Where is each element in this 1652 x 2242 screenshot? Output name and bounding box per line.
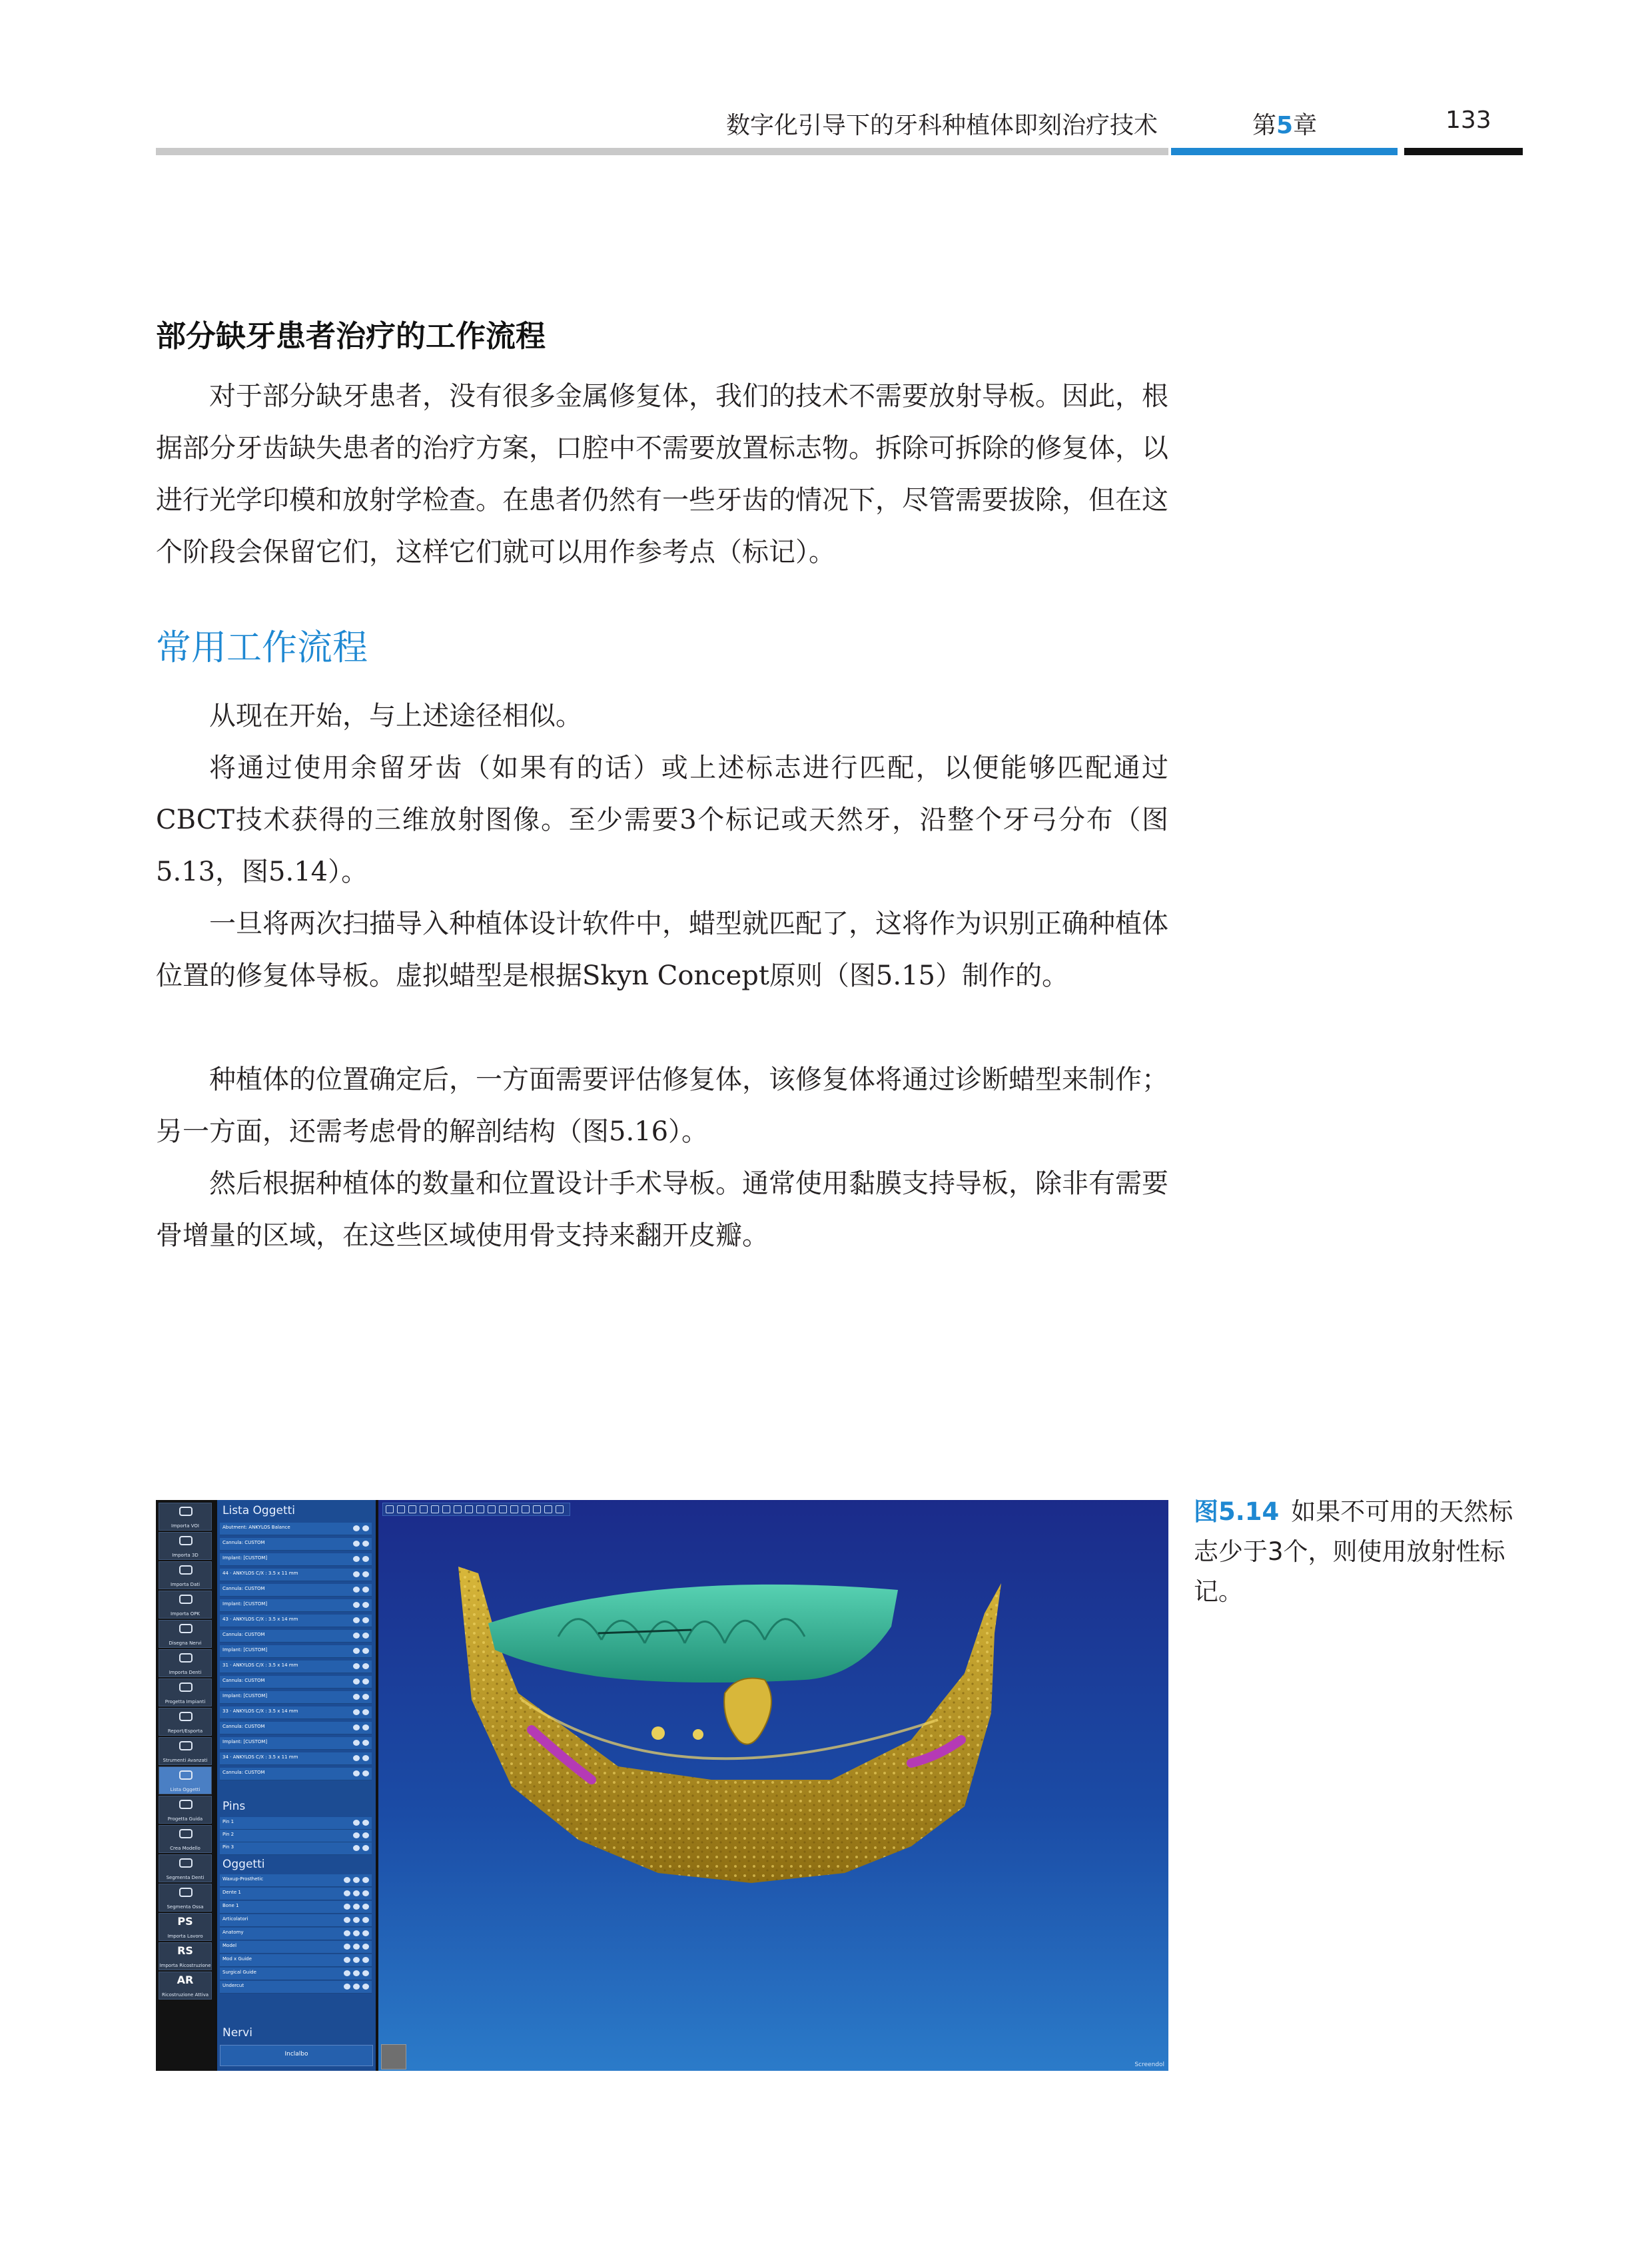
menu-icon[interactable] (362, 1587, 369, 1593)
panel-row-label: Implant: [CUSTOM] (222, 1693, 268, 1698)
sidebar-item-label: Strumenti Avanzati (163, 1758, 208, 1763)
menu-icon[interactable] (362, 1633, 369, 1639)
panel-row[interactable] (220, 1968, 372, 1980)
sidebar-item-label: Importa Dati (170, 1582, 201, 1587)
menu-icon[interactable] (362, 1709, 369, 1715)
object-list-panel (217, 1500, 376, 2071)
visibility-icon[interactable] (353, 1917, 360, 1923)
viewport-label: Screendol (1134, 2061, 1164, 2068)
panel-row-label: Cannula: CUSTOM (222, 1724, 265, 1729)
panel-row-label: Cannula: CUSTOM (222, 1632, 265, 1637)
visibility-icon[interactable] (353, 1602, 360, 1608)
panel-row[interactable] (220, 1706, 372, 1719)
sidebar-item-2[interactable] (159, 1561, 212, 1589)
menu-icon[interactable] (362, 1770, 369, 1776)
sidebar-item-label: Importa Denti (169, 1670, 202, 1675)
panel-row[interactable] (220, 1888, 372, 1900)
sidebar-item-13[interactable] (159, 1884, 212, 1912)
header-rule-gray (156, 148, 1168, 155)
visibility-icon[interactable] (353, 1944, 360, 1950)
visibility-icon[interactable] (353, 1663, 360, 1669)
chapter-number: 5 (1276, 112, 1294, 139)
sidebar-item-label: Importa OPK (170, 1611, 201, 1617)
panel-row[interactable] (220, 1569, 372, 1581)
visibility-icon[interactable] (353, 1633, 360, 1639)
nervi-title: Nervi (222, 2026, 252, 2040)
panel-row-label: Surgical Guide (222, 1970, 256, 1975)
panel-row[interactable] (220, 1615, 372, 1627)
visibility-icon[interactable] (353, 1694, 360, 1700)
panel-row[interactable] (220, 1768, 372, 1780)
sidebar-item-label: Progetta Impianti (165, 1699, 206, 1704)
panel-row[interactable] (220, 1538, 372, 1551)
panel-row-label: Dente 1 (222, 1890, 241, 1895)
sidebar-item-15[interactable] (159, 1942, 212, 1970)
sidebar-item-1[interactable] (159, 1532, 212, 1560)
3d-viewport[interactable] (378, 1500, 1168, 2071)
visibility-icon[interactable] (344, 1930, 350, 1936)
header-rule-black (1404, 148, 1523, 155)
panel-row[interactable] (220, 1645, 372, 1658)
implant-icon (179, 1682, 193, 1692)
figure-5-14-software-screenshot (156, 1500, 1168, 2071)
visibility-icon[interactable] (353, 1648, 360, 1654)
sidebar-item-code: AR (177, 1974, 194, 1986)
remaining-tooth (724, 1679, 771, 1744)
menu-icon[interactable] (362, 1890, 369, 1896)
menu-icon[interactable] (362, 1541, 369, 1547)
oggetti-title: Oggetti (222, 1858, 265, 1871)
nervi-button-label: Inclalbo (284, 2051, 308, 2057)
visibility-icon[interactable] (353, 1724, 360, 1730)
menu-icon[interactable] (362, 1820, 369, 1826)
menu-icon[interactable] (362, 1984, 369, 1990)
panel-row[interactable] (220, 1523, 372, 1535)
panel-row[interactable] (220, 1941, 372, 1954)
sidebar-item-label: Importa Ricostruzione (159, 1963, 211, 1968)
chapter-prefix: 第 (1252, 112, 1277, 139)
sidebar-item-9[interactable] (159, 1766, 212, 1794)
visibility-icon[interactable] (353, 1617, 360, 1623)
paragraph-1: 从现在开始，与上述途径相似。 (209, 701, 582, 731)
menu-icon[interactable] (362, 1944, 369, 1950)
panel-row[interactable] (220, 1630, 372, 1643)
visibility-icon[interactable] (344, 1877, 350, 1883)
sidebar-item-8[interactable] (159, 1737, 212, 1765)
sidebar-item-7[interactable] (159, 1708, 212, 1736)
menu-icon[interactable] (362, 1755, 369, 1761)
panel-row-label: Implant: [CUSTOM] (222, 1601, 268, 1607)
visibility-icon[interactable] (353, 1556, 360, 1562)
panel-row-label: 44 · ANKYLOS C/X : 3.5 x 11 mm (222, 1571, 298, 1576)
panel-row-label: Bone 1 (222, 1903, 239, 1908)
import-3d-icon (179, 1536, 193, 1545)
sidebar-item-label: Disegna Nervi (169, 1641, 202, 1646)
menu-icon[interactable] (362, 1957, 369, 1963)
menu-icon[interactable] (362, 1740, 369, 1746)
tool-sidebar (156, 1500, 215, 2071)
tooth-icon (179, 1653, 193, 1663)
panel-row[interactable] (220, 1928, 372, 1940)
paragraph-5: 然后根据种植体的数量和位置设计手术导板。通常使用黏膜支持导板，除非有需要骨增量的区域，在这些区域使用骨支持来翻开皮瓣。 (156, 1168, 1168, 1251)
section-heading-partial-edentulous: 部分缺牙患者治疗的工作流程 (156, 318, 546, 354)
panel-row[interactable] (220, 1752, 372, 1765)
panel-row-label: Undercut (222, 1983, 244, 1988)
panel-row[interactable] (220, 1901, 372, 1914)
sidebar-item-label: Lista Oggetti (170, 1787, 201, 1792)
visibility-icon[interactable] (353, 1571, 360, 1577)
visibility-icon[interactable] (353, 1679, 360, 1684)
visibility-icon[interactable] (353, 1957, 360, 1963)
panel-row-label: Articolatori (222, 1916, 248, 1922)
patient-thumbnail[interactable] (381, 2044, 406, 2069)
page-number: 133 (1446, 107, 1491, 134)
panel-row-label: Anatomy (222, 1930, 244, 1935)
visibility-icon[interactable] (353, 1845, 360, 1851)
panel-row-label: Cannula: CUSTOM (222, 1678, 265, 1683)
menu-icon[interactable] (362, 1930, 369, 1936)
visibility-icon[interactable] (353, 1770, 360, 1776)
sidebar-item-label: Importa VOI (171, 1523, 199, 1529)
paragraph-partial-edentulous: 对于部分缺牙患者，没有很多金属修复体，我们的技术不需要放射导板。因此，根据部分牙齿缺失患者的治疗方案，口腔中不需要放置标志物。拆除可拆除的修复体，以进行光学印模和放射学检查。在患者仍然有一些牙齿的情况下，尽管需要拔除，但在这个阶段会保留它们，这样它们就可以用作参考点（标记）。 (156, 381, 1168, 567)
jaw-3d-render (378, 1500, 1168, 2071)
figure-caption (1194, 1492, 1527, 1612)
panel-row-label: Pin 1 (222, 1819, 234, 1824)
lista-oggetti-title: Lista Oggetti (222, 1504, 296, 1517)
visibility-icon[interactable] (353, 1740, 360, 1746)
visibility-icon[interactable] (353, 1984, 360, 1990)
sidebar-item-16[interactable] (159, 1972, 212, 2000)
sidebar-item-14[interactable] (159, 1913, 212, 1941)
paragraph-4: 种植体的位置确定后，一方面需要评估修复体，该修复体将通过诊断蜡型来制作；另一方面，还需考虑骨的解剖结构（图5.16）。 (156, 1064, 1168, 1147)
section-heading-common-workflow: 常用工作流程 (156, 627, 368, 668)
download-icon (179, 1565, 193, 1575)
sidebar-item-label: Importa 3D (172, 1553, 199, 1558)
visibility-icon[interactable] (344, 1917, 350, 1923)
segment-teeth-icon (179, 1858, 193, 1868)
visibility-icon[interactable] (353, 1930, 360, 1936)
panel-row-label: 31 · ANKYLOS C/X : 3.5 x 14 mm (222, 1663, 298, 1668)
visibility-icon[interactable] (353, 1904, 360, 1910)
visibility-icon[interactable] (353, 1820, 360, 1826)
menu-icon[interactable] (362, 1571, 369, 1577)
running-header-title: 数字化引导下的牙科种植体即刻治疗技术 (726, 112, 1158, 139)
list-icon (179, 1770, 193, 1780)
panel-row-label: Abutment: ANKYLOS Balance (222, 1525, 290, 1530)
nerve-icon (179, 1624, 193, 1633)
menu-icon[interactable] (362, 1877, 369, 1883)
visibility-icon[interactable] (353, 1970, 360, 1976)
header-rule-blue (1171, 148, 1398, 155)
sidebar-item-code: PS (177, 1915, 193, 1928)
chapter-suffix: 章 (1293, 112, 1318, 139)
sidebar-item-code: RS (177, 1944, 193, 1957)
sidebar-item-label: Crea Modello (170, 1846, 201, 1851)
volume-icon (179, 1507, 193, 1516)
menu-icon[interactable] (362, 1663, 369, 1669)
menu-icon[interactable] (362, 1904, 369, 1910)
paragraph-2: 将通过使用余留牙齿（如果有的话）或上述标志进行匹配，以便能够匹配通过CBCT技术获得的三维放射图像。至少需要3个标记或天然牙，沿整个牙弓分布（图5.13，图5.14）。 (156, 753, 1168, 887)
panel-row-label: Pin 2 (222, 1832, 234, 1837)
panel-row[interactable] (220, 1842, 372, 1855)
segment-bone-icon (179, 1888, 193, 1897)
menu-icon[interactable] (362, 1724, 369, 1730)
panel-row[interactable] (220, 1584, 372, 1597)
panel-row[interactable] (220, 1737, 372, 1750)
nervi-button[interactable] (220, 2045, 373, 2066)
panel-row-label: Implant: [CUSTOM] (222, 1647, 268, 1653)
panel-row[interactable] (220, 1874, 372, 1887)
sidebar-item-label: Segmenta Ossa (167, 1904, 204, 1910)
visibility-icon[interactable] (344, 1944, 350, 1950)
visibility-icon[interactable] (344, 1970, 350, 1976)
panel-row-label: 33 · ANKYLOS C/X : 3.5 x 14 mm (222, 1708, 298, 1714)
panel-row[interactable] (220, 1817, 372, 1830)
paragraph-3: 一旦将两次扫描导入种植体设计软件中，蜡型就匹配了，这将作为识别正确种植体位置的修复体导板。虚拟蜡型是根据Skyn Concept原则（图5.15）制作的。 (156, 909, 1168, 991)
caption-text: 如果不可用的天然标志少于3个，则使用放射性标记。 (1194, 1497, 1513, 1606)
visibility-icon[interactable] (353, 1587, 360, 1593)
wax-up-teeth (488, 1585, 898, 1682)
sidebar-item-11[interactable] (159, 1825, 212, 1853)
panel-row-label: Pin 3 (222, 1844, 234, 1850)
menu-icon[interactable] (362, 1602, 369, 1608)
opk-icon (179, 1595, 193, 1604)
panel-row[interactable] (220, 1599, 372, 1612)
pins-title: Pins (222, 1800, 246, 1813)
panel-row-label: Cannula: CUSTOM (222, 1586, 265, 1591)
menu-icon[interactable] (362, 1845, 369, 1851)
visibility-icon[interactable] (353, 1890, 360, 1896)
panel-row-label: Cannula: CUSTOM (222, 1770, 265, 1775)
sidebar-item-12[interactable] (159, 1854, 212, 1882)
panel-row-label: Cannula: CUSTOM (222, 1540, 265, 1545)
report-icon (179, 1712, 193, 1721)
menu-icon[interactable] (362, 1556, 369, 1562)
menu-icon[interactable] (362, 1679, 369, 1684)
visibility-icon[interactable] (353, 1755, 360, 1761)
menu-icon[interactable] (362, 1525, 369, 1531)
panel-row-label: Model (222, 1943, 237, 1948)
running-header-chapter (1252, 107, 1317, 141)
panel-row[interactable] (220, 1954, 372, 1967)
model-icon (179, 1829, 193, 1838)
sidebar-item-label: Report/Esporta (167, 1728, 203, 1734)
sidebar-item-5[interactable] (159, 1649, 212, 1677)
panel-row[interactable] (220, 1722, 372, 1734)
menu-icon[interactable] (362, 1617, 369, 1623)
panel-row[interactable] (220, 1553, 372, 1566)
figure-number: 图5.14 (1194, 1497, 1280, 1526)
sidebar-item-label: Importa Lavoro (167, 1934, 203, 1939)
guide-icon (179, 1800, 193, 1809)
sidebar-item-label: Ricostruzione Attiva (161, 1992, 209, 1998)
menu-icon[interactable] (362, 1970, 369, 1976)
panel-row[interactable] (220, 1676, 372, 1688)
panel-row-label: Waxup-Prosthetic (222, 1876, 264, 1882)
panel-row[interactable] (220, 1661, 372, 1673)
sidebar-item-3[interactable] (159, 1591, 212, 1619)
visibility-icon[interactable] (353, 1832, 360, 1838)
panel-row[interactable] (220, 1981, 372, 1994)
panel-row-label: 34 · ANKYLOS C/X : 3.5 x 11 mm (222, 1754, 298, 1760)
sidebar-item-label: Segmenta Denti (166, 1875, 205, 1880)
panel-row[interactable] (220, 1914, 372, 1927)
sidebar-item-4[interactable] (159, 1620, 212, 1648)
sidebar-item-6[interactable] (159, 1679, 212, 1706)
panel-row[interactable] (220, 1691, 372, 1704)
sidebar-item-label: Progetta Guida (167, 1816, 203, 1822)
visibility-icon[interactable] (344, 1957, 350, 1963)
tools-icon (179, 1741, 193, 1750)
sidebar-item-0[interactable] (159, 1503, 212, 1531)
panel-row-label: Implant: [CUSTOM] (222, 1555, 268, 1561)
panel-row-label: Mod x Guide (222, 1956, 252, 1962)
visibility-icon[interactable] (344, 1890, 350, 1896)
menu-icon[interactable] (362, 1832, 369, 1838)
panel-row-label: Implant: [CUSTOM] (222, 1739, 268, 1744)
menu-icon[interactable] (362, 1648, 369, 1654)
visibility-icon[interactable] (353, 1877, 360, 1883)
panel-row-label: 43 · ANKYLOS C/X : 3.5 x 14 mm (222, 1617, 298, 1622)
visibility-icon[interactable] (353, 1525, 360, 1531)
menu-icon[interactable] (362, 1917, 369, 1923)
sidebar-item-10[interactable] (159, 1796, 212, 1824)
panel-row[interactable] (220, 1830, 372, 1842)
visibility-icon[interactable] (353, 1709, 360, 1715)
menu-icon[interactable] (362, 1694, 369, 1700)
visibility-icon[interactable] (344, 1984, 350, 1990)
visibility-icon[interactable] (353, 1541, 360, 1547)
visibility-icon[interactable] (344, 1904, 350, 1910)
